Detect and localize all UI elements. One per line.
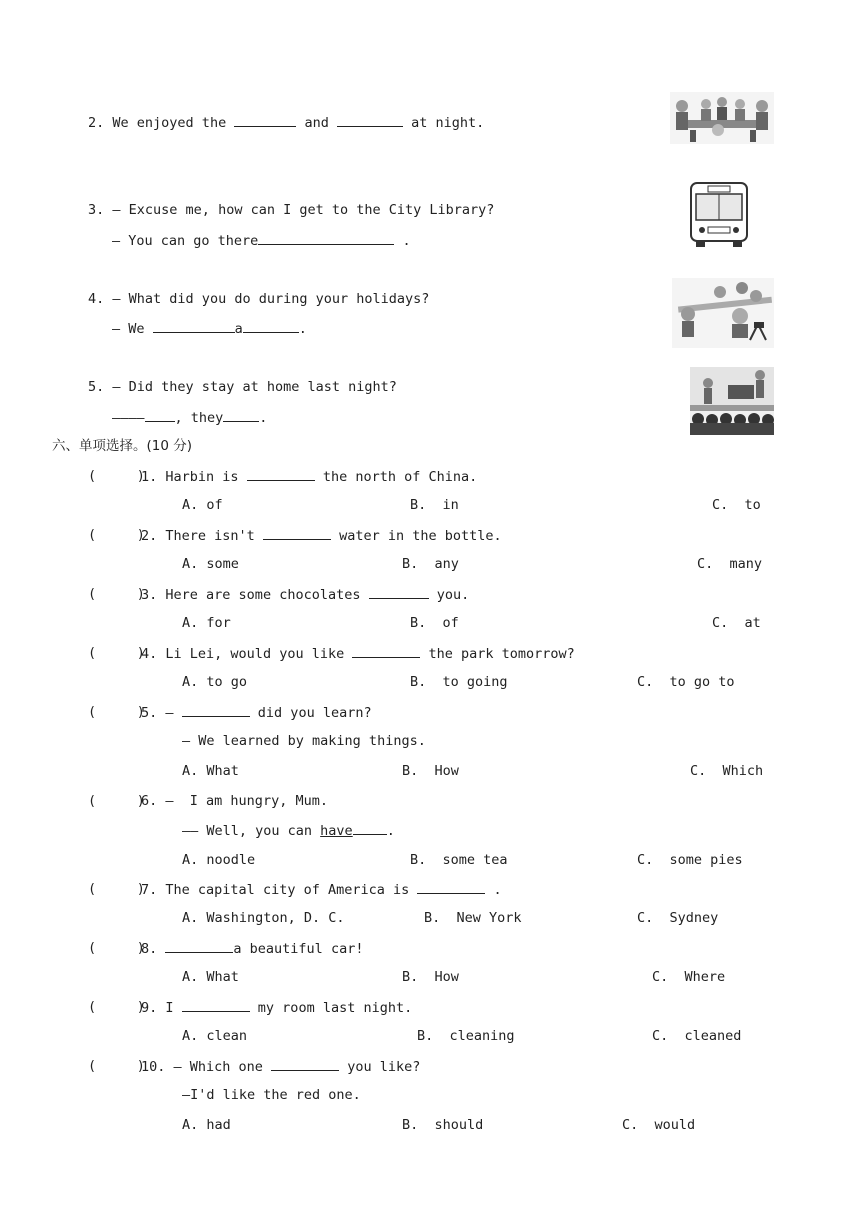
question-text: There isn't (165, 528, 263, 544)
question-text: water in the bottle. (330, 528, 502, 544)
option-a[interactable]: A. had (182, 1117, 231, 1133)
answer-blank[interactable] (271, 1057, 339, 1071)
answer-blank[interactable] (247, 467, 315, 481)
answer-blank[interactable] (223, 408, 259, 422)
answer-paren[interactable]: ( ) (88, 999, 145, 1015)
answer-blank[interactable] (352, 644, 420, 658)
answer-paren[interactable]: ( ) (88, 704, 145, 720)
option-b[interactable]: B. How (402, 763, 459, 779)
answer-paren[interactable]: ( ) (88, 527, 145, 543)
mc-question-6 (141, 792, 328, 810)
question-text: Here are some chocolates (165, 587, 369, 603)
question-text: and (296, 115, 337, 131)
option-a[interactable]: A. to go (182, 674, 248, 690)
question-number: 6. (141, 793, 158, 809)
answer-blank[interactable] (243, 319, 299, 333)
option-b[interactable]: B. cleaning (417, 1028, 515, 1044)
question-number: 9. (141, 1000, 158, 1016)
option-c[interactable]: C. Sydney (637, 910, 719, 926)
answer-blank[interactable] (417, 880, 485, 894)
question-text: — Excuse me, how can I get to the City Library? (112, 202, 495, 218)
option-a[interactable]: A. clean (182, 1028, 248, 1044)
children-picnic-icon (672, 278, 774, 348)
option-b[interactable]: B. to going (410, 674, 508, 690)
question-text: Harbin is (165, 469, 247, 485)
option-a[interactable]: A. Washington, D. C. (182, 910, 345, 926)
question-text: the north of China. (314, 469, 478, 485)
answer-blank[interactable] (182, 998, 250, 1012)
option-c[interactable]: C. Which (690, 763, 764, 779)
option-b[interactable]: B. of (410, 615, 459, 631)
question-number: 4. (141, 646, 158, 662)
option-a[interactable]: A. What (182, 763, 239, 779)
question-number: 2. (141, 528, 158, 544)
option-c[interactable]: C. cleaned (652, 1028, 742, 1044)
option-a[interactable]: A. of (182, 497, 223, 513)
question-text: my room last night. (249, 1000, 413, 1016)
question-text: — (165, 705, 182, 721)
answer-paren[interactable]: ( ) (88, 940, 145, 956)
question-number: 4. (88, 291, 105, 307)
option-c[interactable]: C. to (712, 497, 761, 513)
answer-blank[interactable] (165, 939, 233, 953)
question-3-answer (112, 231, 411, 250)
question-5-answer (112, 408, 267, 427)
question-2 (88, 113, 484, 132)
question-text: you. (428, 587, 470, 603)
option-b[interactable]: B. some tea (410, 852, 508, 868)
option-c[interactable]: C. to go to (637, 674, 735, 690)
question-4-answer (112, 319, 307, 338)
answer-blank[interactable] (353, 821, 387, 835)
question-text: The capital city of America is (165, 882, 418, 898)
answer-blank[interactable] (258, 231, 394, 245)
question-text: did you learn? (249, 705, 372, 721)
mc-question-6-line2 (182, 821, 395, 840)
question-text: — What did you do during your holidays? (112, 291, 430, 307)
option-a[interactable]: A. What (182, 969, 239, 985)
question-text: — We learned by making things. (182, 733, 426, 749)
question-number: 2. (88, 115, 105, 131)
mc-question-5-line2 (182, 732, 426, 750)
answer-paren[interactable]: ( ) (88, 1058, 145, 1074)
option-b[interactable]: B. any (402, 556, 459, 572)
option-b[interactable]: B. should (402, 1117, 484, 1133)
answer-text: ———— (112, 410, 145, 426)
question-4 (88, 290, 429, 308)
option-a[interactable]: A. for (182, 615, 231, 631)
section-title: 六、单项选择。(10 分) (52, 438, 193, 454)
answer-paren[interactable]: ( ) (88, 645, 145, 661)
question-text: We enjoyed the (112, 115, 235, 131)
option-b[interactable]: B. in (410, 497, 459, 513)
question-text: . (485, 882, 502, 898)
answer-text: . (394, 233, 411, 249)
question-text: you like? (339, 1059, 421, 1075)
question-number: 10. (141, 1059, 166, 1075)
question-text: — Which one (173, 1059, 272, 1075)
underlined-word: have (320, 823, 353, 839)
question-number: 7. (141, 882, 158, 898)
answer-blank[interactable] (145, 408, 175, 422)
mc-question-1 (141, 467, 477, 486)
concert-stage-icon (690, 367, 774, 435)
question-text: a beautiful car! (233, 941, 364, 957)
question-text: —I'd like the red one. (182, 1087, 361, 1103)
question-number: 8. (141, 941, 158, 957)
question-number: 1. (141, 469, 158, 485)
question-text: . (386, 823, 395, 839)
question-text: at night. (402, 115, 485, 131)
question-text: — Did they stay at home last night? (112, 379, 397, 395)
answer-blank[interactable] (337, 113, 403, 127)
mc-question-3 (141, 585, 469, 604)
answer-text: — We (112, 321, 153, 337)
answer-text: , they (174, 410, 224, 426)
question-number: 5. (141, 705, 158, 721)
mc-question-10-line2 (182, 1086, 361, 1104)
answer-text: — You can go there (112, 233, 259, 249)
answer-paren[interactable]: ( ) (88, 793, 145, 809)
bus-icon (688, 180, 750, 248)
answer-blank[interactable] (182, 703, 250, 717)
question-number: 5. (88, 379, 105, 395)
option-c[interactable]: C. at (712, 615, 761, 631)
option-c[interactable]: C. Where (652, 969, 726, 985)
option-b[interactable]: B. How (402, 969, 459, 985)
answer-blank[interactable] (153, 319, 235, 333)
question-5 (88, 378, 397, 396)
option-b[interactable]: B. New York (424, 910, 522, 926)
option-c[interactable]: C. would (622, 1117, 696, 1133)
option-a[interactable]: A. some (182, 556, 239, 572)
answer-text: a (234, 321, 243, 337)
question-text: — I am hungry, Mum. (165, 793, 328, 809)
question-3 (88, 201, 494, 219)
answer-paren[interactable]: ( ) (88, 881, 145, 897)
mc-question-9 (141, 998, 412, 1017)
mc-question-8 (141, 939, 363, 958)
answer-paren[interactable]: ( ) (88, 468, 145, 484)
question-text: Li Lei, would you like (165, 646, 353, 662)
answer-text: . (259, 410, 268, 426)
question-text: —— Well, you can (182, 823, 321, 839)
mc-question-7 (141, 880, 502, 899)
answer-blank[interactable] (234, 113, 296, 127)
question-number: 3. (88, 202, 105, 218)
mc-question-2 (141, 526, 502, 545)
answer-blank[interactable] (369, 585, 429, 599)
question-text: the park tomorrow? (420, 646, 575, 662)
answer-paren[interactable]: ( ) (88, 586, 145, 602)
mc-question-4 (141, 644, 575, 663)
people-at-dinner-table-icon (670, 92, 774, 144)
option-a[interactable]: A. noodle (182, 852, 256, 868)
answer-blank[interactable] (263, 526, 331, 540)
option-c[interactable]: C. many (697, 556, 763, 572)
option-c[interactable]: C. some pies (637, 852, 743, 868)
mc-question-10 (141, 1057, 420, 1076)
question-text: I (165, 1000, 182, 1016)
mc-question-5 (141, 703, 372, 722)
answer-text: . (298, 321, 307, 337)
question-number: 3. (141, 587, 158, 603)
